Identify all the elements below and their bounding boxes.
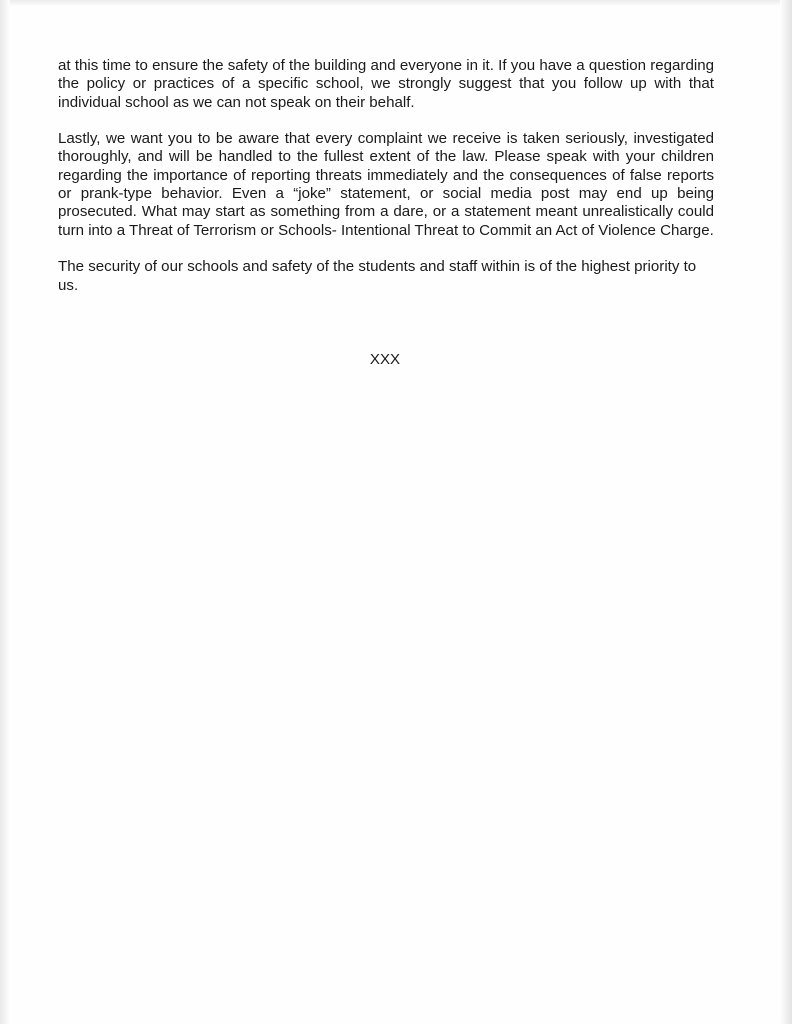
paragraph-security-priority: The security of our schools and safety of the students and staff within is of the highest priority to us.	[58, 258, 697, 294]
paragraph-safety-policy: at this time to ensure the safety of the building and everyone in it. If you have a question regarding the policy or practices of a specific school, we strongly suggest that you follow up with that individual school as we can not speak on their behalf.	[58, 57, 714, 111]
document-body	[58, 57, 714, 313]
paragraph-complaints-warning: Lastly, we want you to be aware that every complaint we receive is taken seriously, investigated thoroughly, and will be handled to the fullest extent of the law. Please speak with your children regarding the importance of reporting threats immediately and the consequences of false reports or prank-type behavior. Even a “joke” statement, or social media post may end up being prosecuted. What may start as something from a dare, or a statement meant unrealistically could turn into a Threat of Terrorism or Schools- Intentional Threat to Commit an Act of Violence Charge.	[58, 130, 714, 239]
scan-shadow-right	[780, 0, 792, 1024]
scan-shadow-top	[0, 0, 792, 6]
scan-shadow-left	[0, 0, 10, 1024]
end-of-release-mark: XXX	[369, 351, 401, 368]
